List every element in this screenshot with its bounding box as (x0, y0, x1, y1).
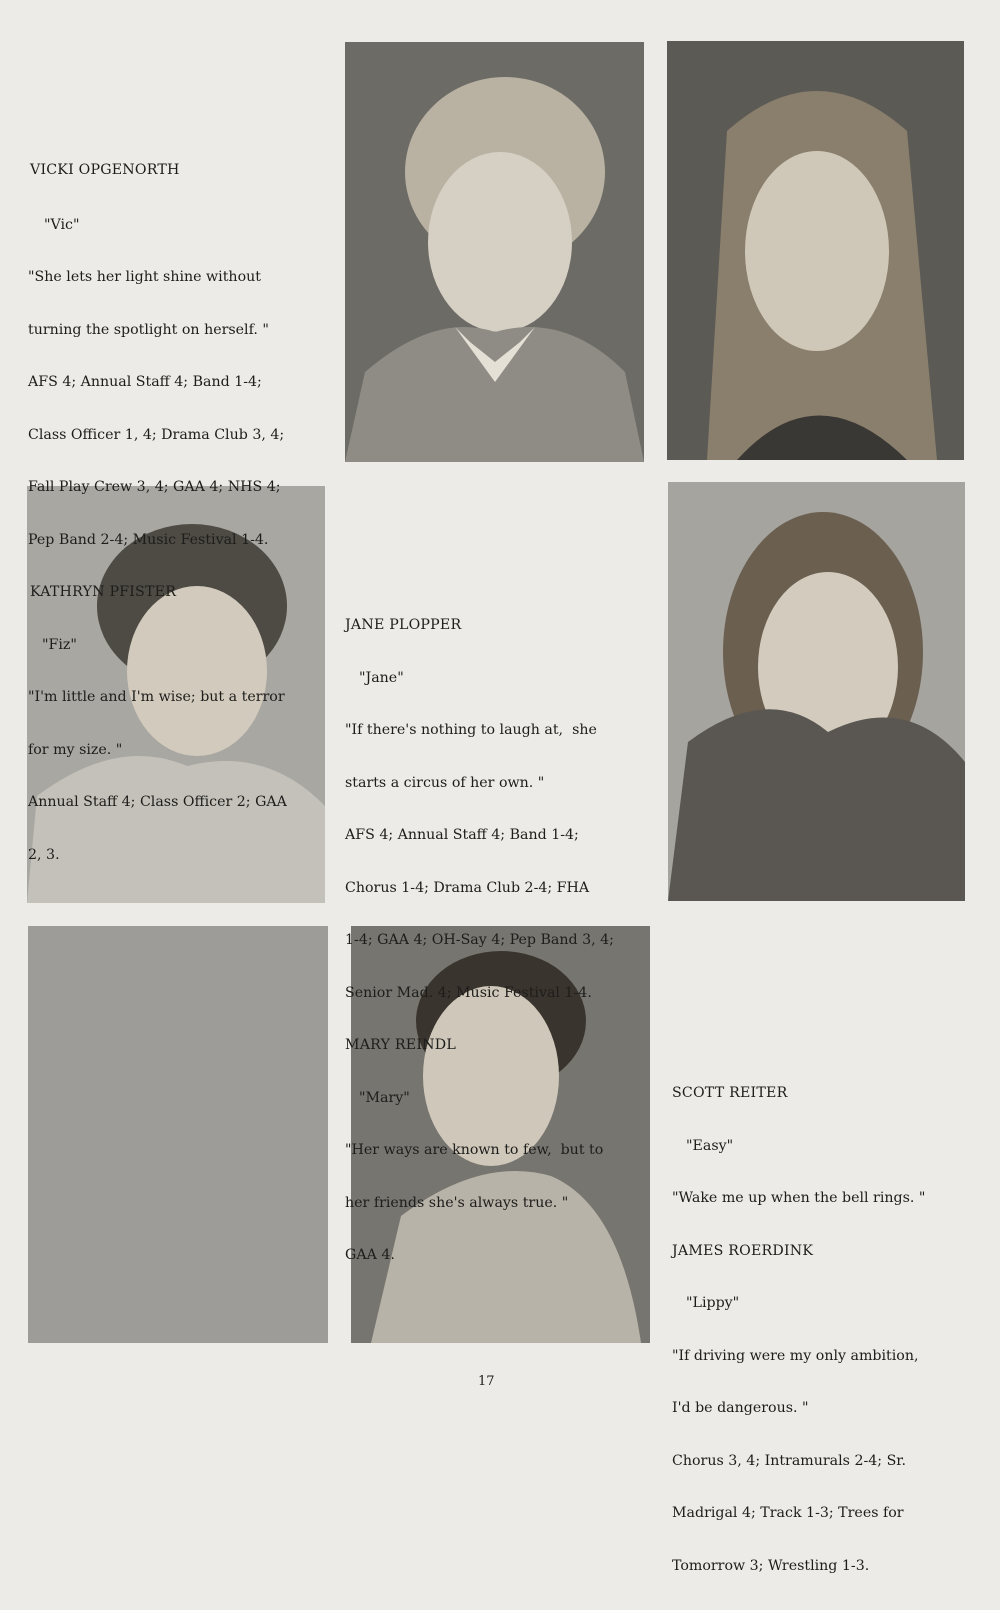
activities-line: Class Officer 1, 4; Drama Club 3, 4; (28, 426, 285, 443)
student-name-jane: JANE PLOPPER (345, 617, 462, 633)
nickname: "Jane" (359, 669, 404, 686)
nickname: "Fiz" (42, 636, 77, 653)
nickname: "Lippy" (686, 1295, 740, 1311)
caption-vicki-kathryn (28, 127, 287, 899)
activities-line: Madrigal 4; Track 1-3; Trees for (672, 1505, 904, 1521)
quote-line: for my size. " (28, 741, 123, 758)
caption-jane-mary (345, 582, 614, 1300)
activities-line: GAA 4. (345, 1247, 395, 1263)
blank-photo-placeholder (28, 926, 328, 1343)
quote-line: her friends she's always true. " (345, 1194, 569, 1211)
quote-line: "Her ways are known to few, but to (345, 1142, 604, 1158)
activities-line: 2, 3. (28, 846, 60, 863)
activities-line: 1-4; GAA 4; OH-Say 4; Pep Band 3, 4; (345, 932, 614, 948)
portrait-photo-mary (668, 482, 965, 901)
quote-line: I'd be dangerous. " (672, 1400, 809, 1416)
nickname: "Mary" (359, 1089, 410, 1106)
quote-line: "Wake me up when the bell rings. " (672, 1190, 926, 1206)
activities-line: AFS 4; Annual Staff 4; Band 1-4; (28, 374, 262, 390)
student-name-scott: SCOTT REITER (672, 1085, 788, 1101)
quote-line: "She lets her light shine without (28, 269, 261, 285)
activities-line: Chorus 3, 4; Intramurals 2-4; Sr. (672, 1452, 907, 1469)
nickname: "Vic" (44, 216, 80, 233)
activities-line: Pep Band 2-4; Music Festival 1-4. (28, 531, 269, 548)
portrait-photo-vicki (345, 42, 644, 462)
page-number: 17 (478, 1374, 495, 1389)
quote-line: "If there's nothing to laugh at, she (345, 722, 597, 738)
activities-line: Senior Mad. 4; Music Festival 1-4. (345, 984, 592, 1001)
student-name-kathryn: KATHRYN PFISTER (30, 584, 177, 600)
student-name-james: JAMES ROERDINK (672, 1242, 814, 1259)
activities-line: Fall Play Crew 3, 4; GAA 4; NHS 4; (28, 479, 281, 495)
activities-line: Tomorrow 3; Wrestling 1-3. (672, 1557, 870, 1574)
activities-line: AFS 4; Annual Staff 4; Band 1-4; (345, 827, 579, 843)
quote-line: "If driving were my only ambition, (672, 1347, 919, 1364)
activities-line: Annual Staff 4; Class Officer 2; GAA (28, 794, 287, 810)
quote-line: turning the spotlight on herself. " (28, 321, 269, 338)
portrait-photo-kathryn (667, 41, 964, 460)
quote-line: starts a circus of her own. " (345, 774, 545, 791)
student-name-vicki: VICKI OPGENORTH (30, 162, 180, 178)
nickname: "Easy" (686, 1137, 734, 1154)
student-name-mary: MARY REINDL (345, 1037, 456, 1053)
caption-scott-james (672, 1050, 925, 1610)
activities-line: Chorus 1-4; Drama Club 2-4; FHA (345, 879, 590, 896)
quote-line: "I'm little and I'm wise; but a terror (28, 689, 285, 705)
